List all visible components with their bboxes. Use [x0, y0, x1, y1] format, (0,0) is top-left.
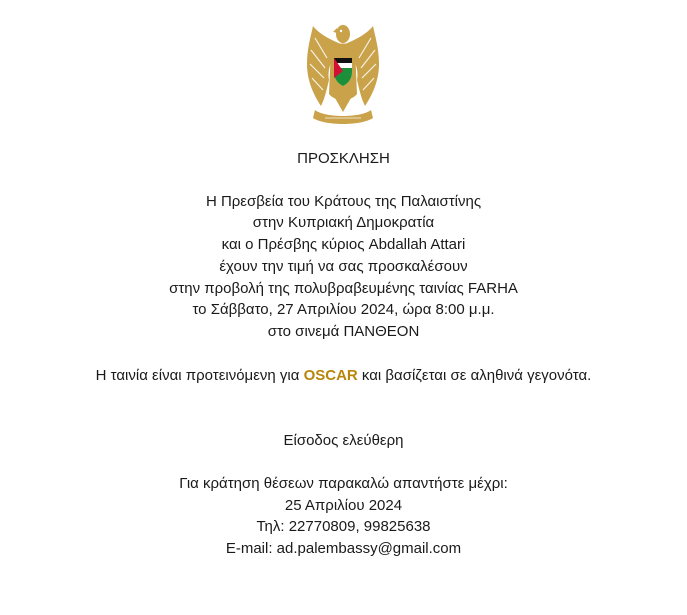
rsvp-phone: Τηλ: 22770809, 99825638 — [256, 518, 431, 535]
rsvp-prompt: Για κράτηση θέσεων παρακαλώ απαντήστε μέχρι: — [179, 475, 508, 492]
nomination-sentence — [0, 367, 687, 385]
invitation-line: στην προβολή της πολυβραβευμένης ταινίας FARHA — [169, 280, 518, 297]
entry-note: Είσοδος ελεύθερη — [283, 432, 404, 449]
nomination-text-after: και βασίζεται σε αληθινά γεγονότα. — [357, 367, 592, 384]
invitation-title: ΠΡΟΣΚΛΗΣΗ — [297, 150, 390, 167]
invitation-line: στην Κυπριακή Δημοκρατία — [252, 214, 435, 231]
invitation-line: έχουν την τιμή να σας προσκαλέσουν — [219, 258, 468, 275]
invitation-line: Η Πρεσβεία του Κράτους της Παλαιστίνης — [205, 193, 482, 210]
eagle-emblem-icon — [301, 14, 385, 128]
rsvp-deadline: 25 Απριλίου 2024 — [284, 497, 403, 514]
invitation-line: στο σινεμά ΠΑΝΘΕΟΝ — [267, 323, 420, 340]
oscar-highlight: OSCAR — [303, 367, 358, 384]
invitation-line: και ο Πρέσβης κύριος Abdallah Attari — [221, 236, 466, 253]
rsvp-email: E-mail: ad.palembassy@gmail.com — [225, 540, 462, 557]
nomination-text-before: Η ταινία είναι προτεινόμενη για — [95, 367, 304, 384]
invitation-line: το Σάββατο, 27 Απριλίου 2024, ώρα 8:00 μ.μ. — [192, 301, 495, 318]
